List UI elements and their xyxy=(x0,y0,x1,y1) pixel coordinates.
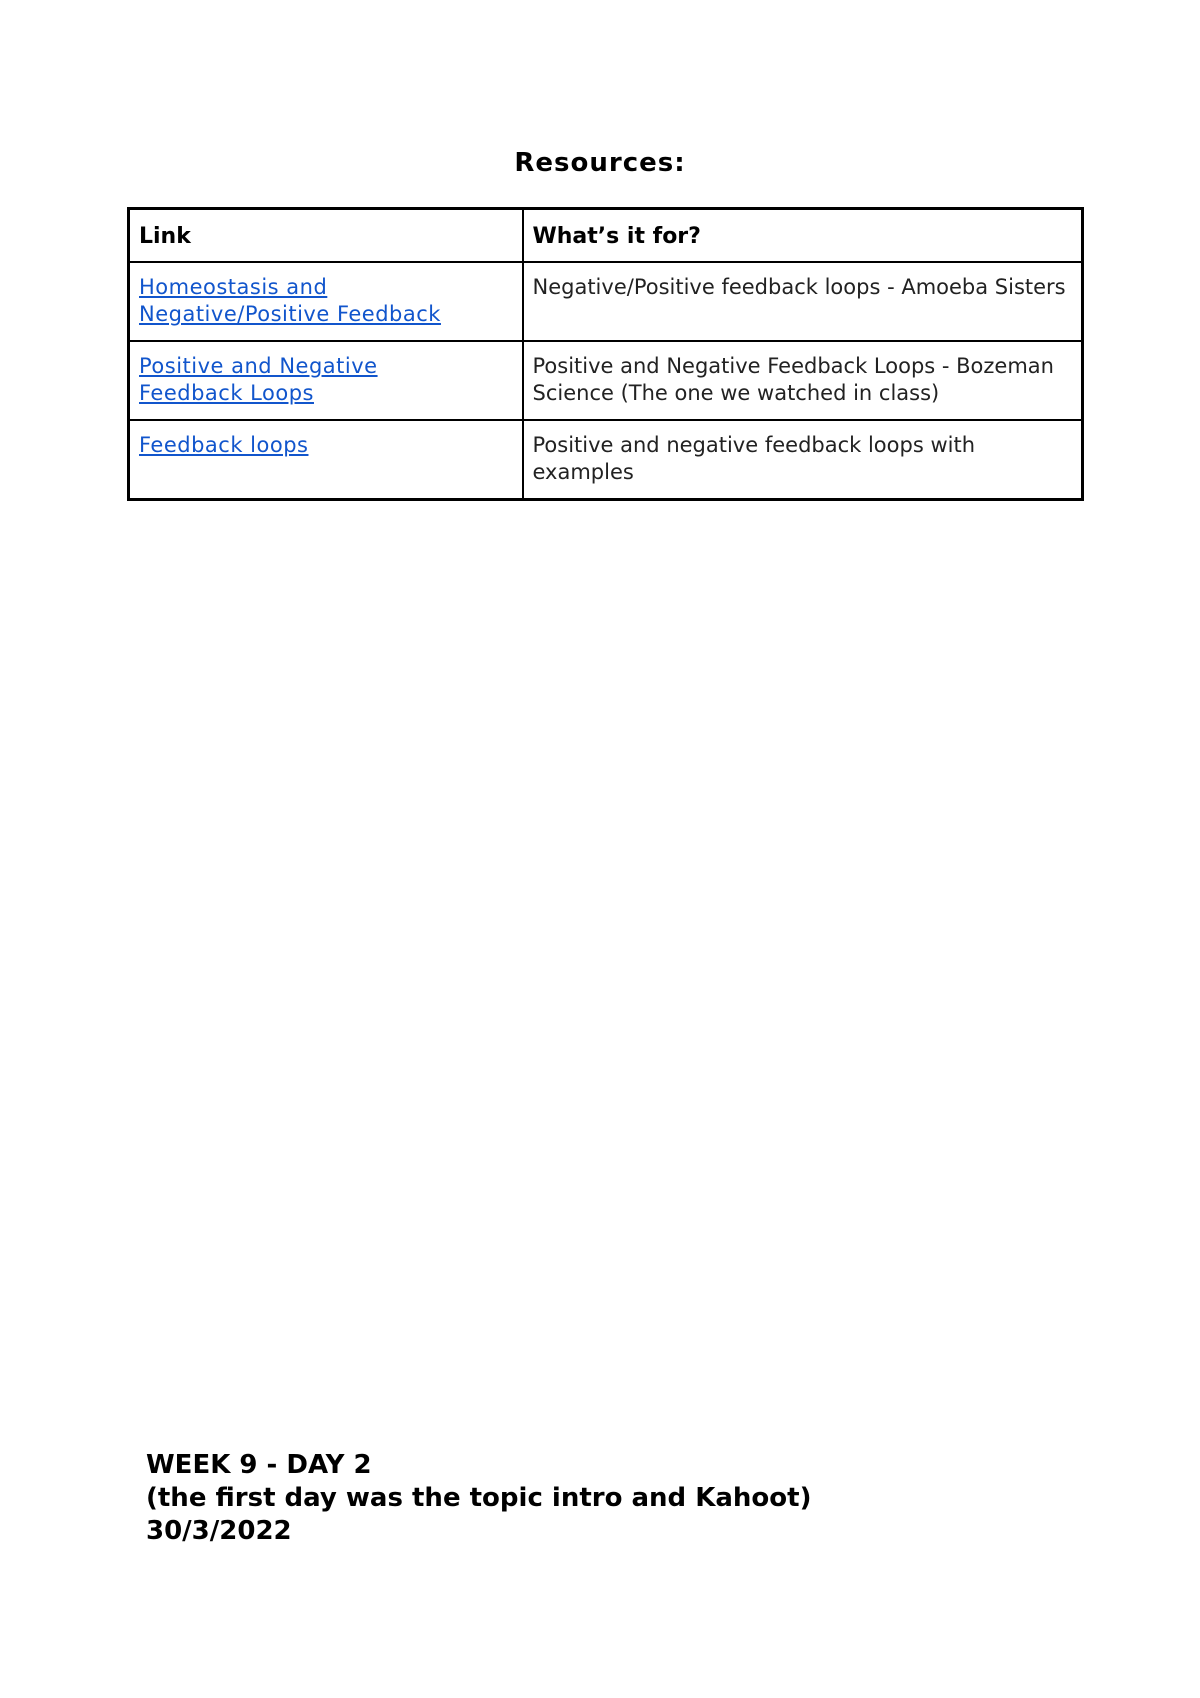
table-row xyxy=(129,341,1083,420)
link-cell xyxy=(129,262,523,341)
link-text-line: Feedback Loops xyxy=(139,381,314,405)
link-text-line: Homeostasis and xyxy=(139,275,328,299)
table-header-row xyxy=(129,209,1083,263)
link-text-line: Negative/Positive Feedback xyxy=(139,302,441,326)
resource-link-feedback-loops[interactable] xyxy=(139,433,308,457)
description-cell: Positive and Negative Feedback Loops - Bozeman Science (The one we watched in class) xyxy=(523,341,1083,420)
description-cell: Negative/Positive feedback loops - Amoeba Sisters xyxy=(523,262,1083,341)
resources-table xyxy=(127,207,1084,501)
table-row xyxy=(129,420,1083,500)
column-header-purpose: What’s it for? xyxy=(523,209,1083,263)
column-header-link: Link xyxy=(129,209,523,263)
link-text-line: Feedback loops xyxy=(139,433,309,457)
description-cell: Positive and negative feedback loops with examples xyxy=(523,420,1083,500)
resources-heading: Resources: xyxy=(514,148,686,178)
week-day-label: WEEK 9 - DAY 2 xyxy=(146,1450,372,1480)
link-cell xyxy=(129,341,523,420)
week-info-block xyxy=(146,1449,811,1548)
week-note: (the first day was the topic intro and Kahoot) xyxy=(146,1483,812,1513)
link-text-line: Positive and Negative xyxy=(139,354,378,378)
resource-link-positive-negative[interactable] xyxy=(139,354,378,405)
week-date: 30/3/2022 xyxy=(146,1516,292,1546)
link-cell xyxy=(129,420,523,500)
table-row xyxy=(129,262,1083,341)
resource-link-homeostasis[interactable] xyxy=(139,275,441,326)
